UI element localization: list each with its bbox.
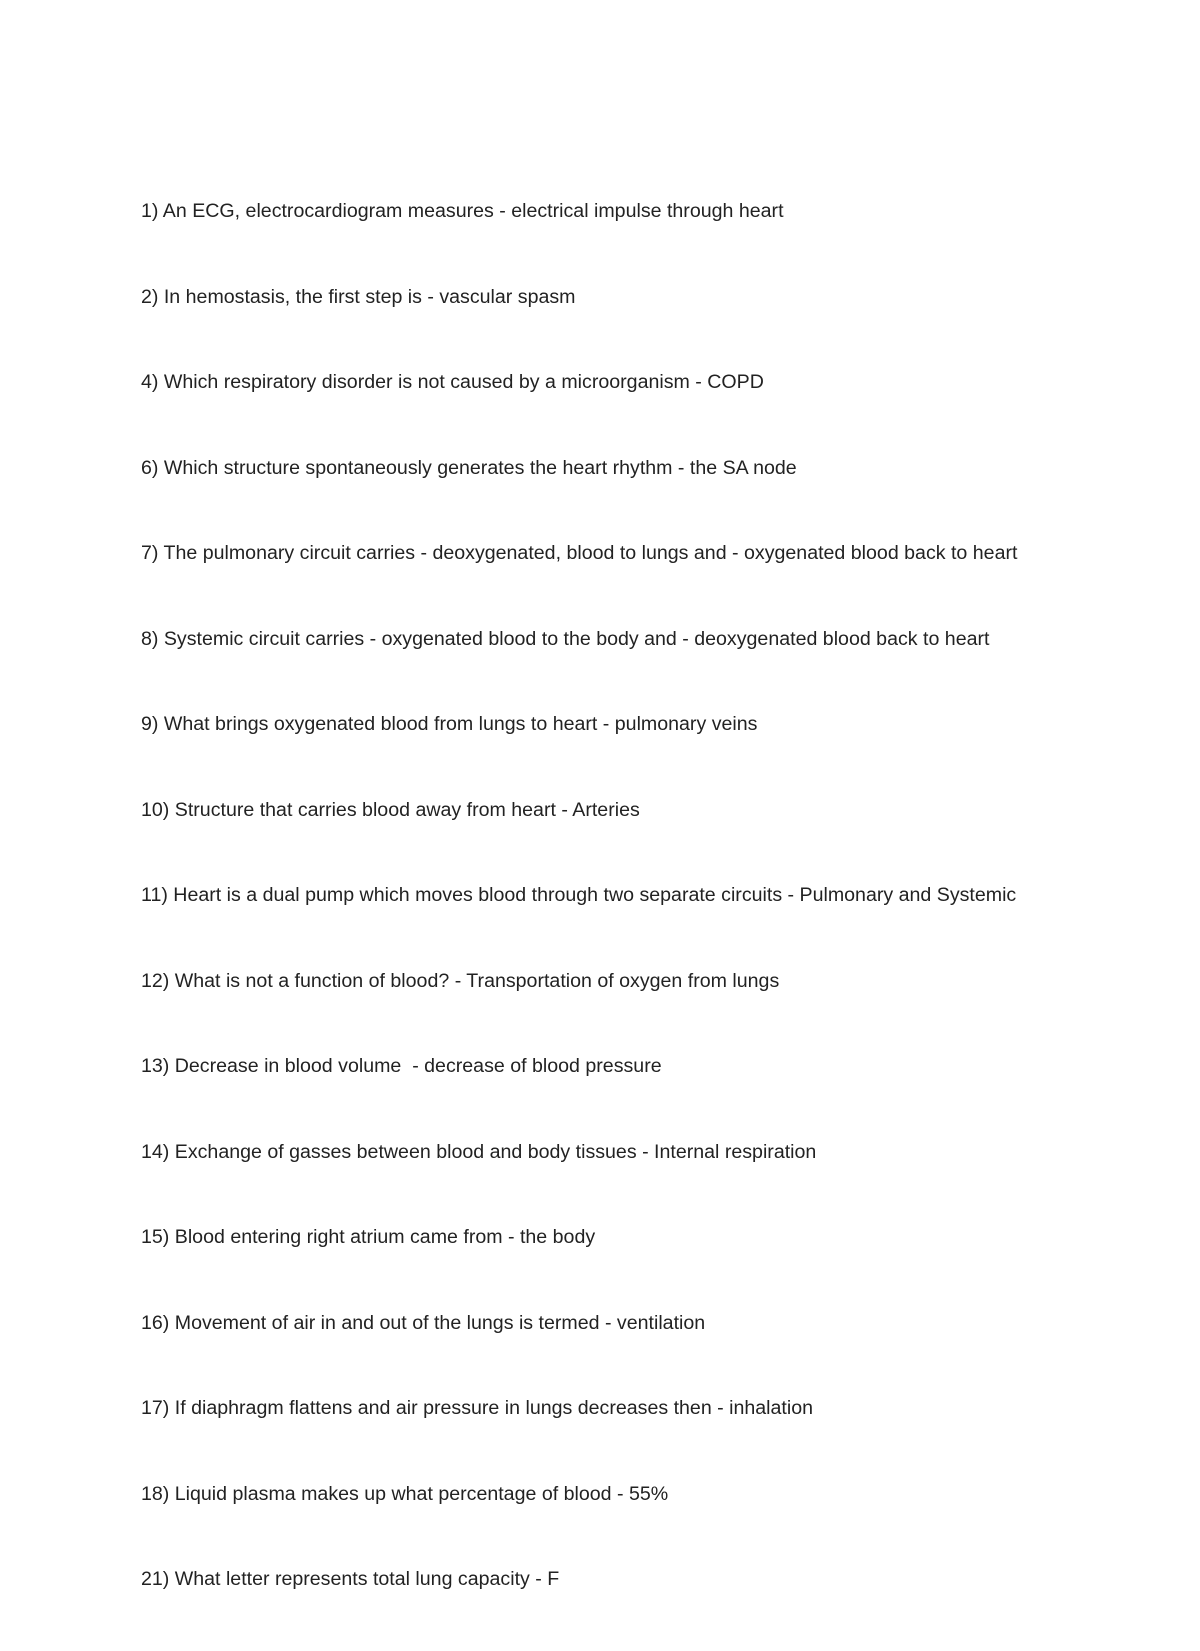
answer-line-16: 16) Movement of air in and out of the lungs is termed - ventilation (141, 1311, 706, 1334)
answer-line-10: 10) Structure that carries blood away from heart - Arteries (141, 798, 640, 821)
answer-line-9: 9) What brings oxygenated blood from lungs to heart - pulmonary veins (141, 713, 758, 735)
answer-line-6: 6) Which structure spontaneously generates the heart rhythm - the SA node (141, 456, 797, 479)
answer-line-11: 11) Heart is a dual pump which moves blood through two separate circuits - Pulmonary and Systemic (141, 884, 1017, 906)
answer-line-18: 18) Liquid plasma makes up what percentage of blood - 55% (141, 1482, 669, 1505)
answer-line-7: 7) The pulmonary circuit carries - deoxygenated, blood to lungs and - oxygenated blood back to heart (141, 542, 1018, 564)
answer-line-1: 1) An ECG, electrocardiogram measures - electrical impulse through heart (141, 200, 784, 222)
answer-line-4: 4) Which respiratory disorder is not caused by a microorganism - COPD (141, 371, 764, 393)
answer-line-12: 12) What is not a function of blood? - Transportation of oxygen from lungs (141, 969, 780, 992)
answer-line-13: 13) Decrease in blood volume - decrease of blood pressure (141, 1055, 662, 1077)
answer-line-21: 21) What letter represents total lung capacity - F (141, 1568, 560, 1590)
answer-line-15: 15) Blood entering right atrium came from - the body (141, 1226, 596, 1248)
answer-line-17: 17) If diaphragm flattens and air pressure in lungs decreases then - inhalation (141, 1397, 814, 1419)
answer-line-2: 2) In hemostasis, the first step is - vascular spasm (141, 285, 576, 308)
answer-line-8: 8) Systemic circuit carries - oxygenated blood to the body and - deoxygenated blood back to heart (141, 627, 990, 650)
document-body (141, 140, 1071, 1651)
answer-line-14: 14) Exchange of gasses between blood and body tissues - Internal respiration (141, 1140, 817, 1163)
